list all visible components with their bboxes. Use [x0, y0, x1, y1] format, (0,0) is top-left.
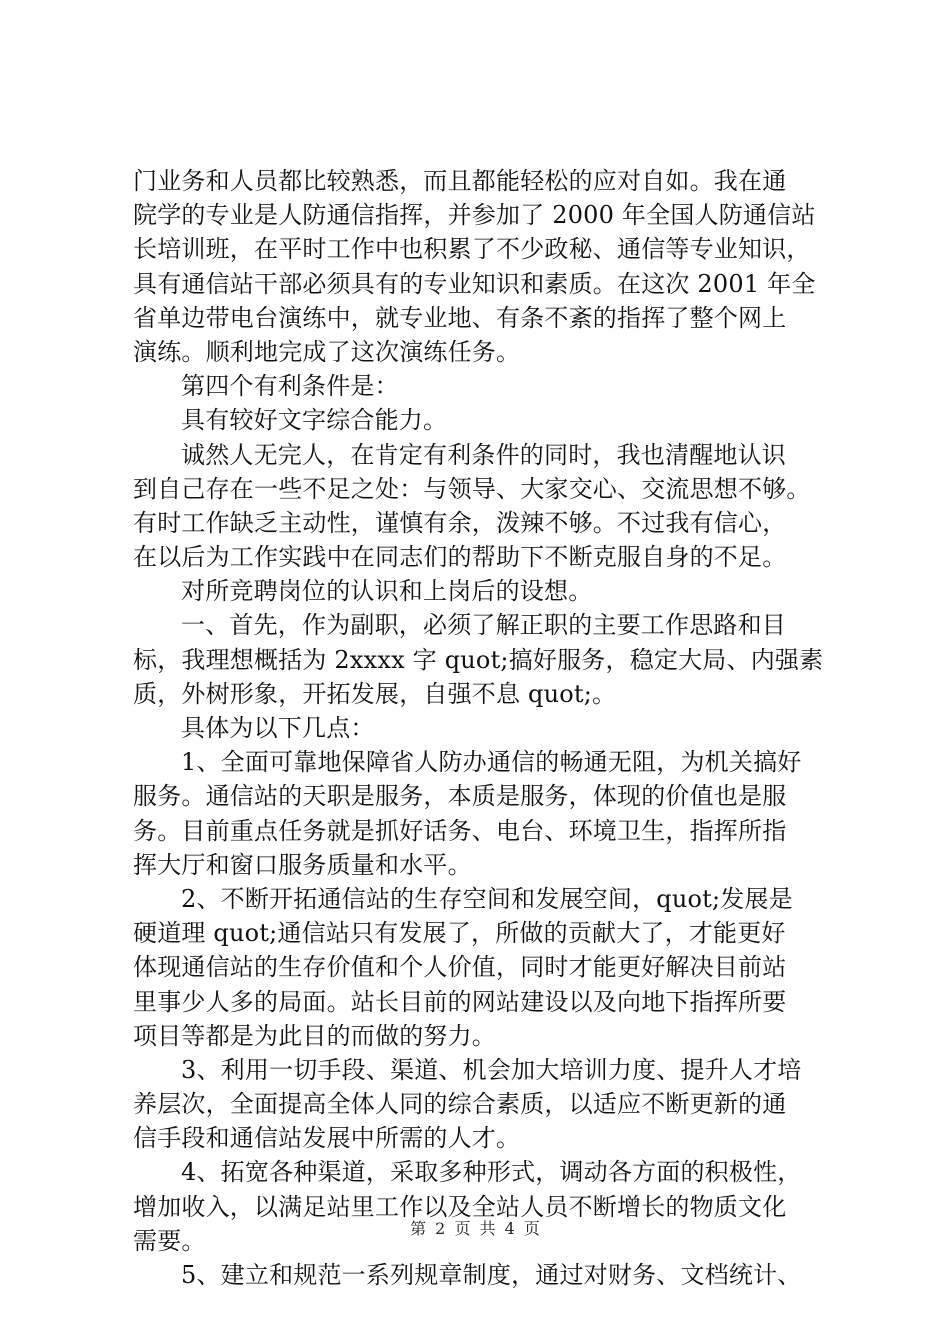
text-line: 项目等都是为此目的而做的努力。 [133, 1021, 496, 1050]
text-line: 演练。顺利地完成了这次演练任务。 [133, 337, 521, 366]
text-line: 2、不断开拓通信站的生存空间和发展空间，quot;发展是 [181, 884, 793, 913]
document-body [133, 164, 833, 1292]
text-line: 服务。通信站的天职是服务，本质是服务，体现的价值也是服 [133, 782, 787, 811]
text-line: 有时工作缺乏主动性，谨慎有余，泼辣不够。不过我有信心， [133, 508, 787, 537]
text-line: 具体为以下几点： [181, 714, 375, 742]
text-line: 4、拓宽各种渠道，采取多种形式，调动各方面的积极性， [181, 1158, 802, 1187]
text-line: 具有通信站干部必须具有的专业知识和素质。在这次 2001 年全 [133, 269, 816, 298]
text-line: 增加收入，以满足站里工作以及全站人员不断增长的物质文化 [133, 1192, 787, 1221]
text-line: 对所竞聘岗位的认识和上岗后的设想。 [181, 577, 593, 606]
text-line: 诚然人无完人，在肯定有利条件的同时，我也清醒地认识 [181, 440, 786, 469]
text-line: 省单边带电台演练中，就专业地、有条不紊的指挥了整个网上 [133, 303, 787, 332]
text-line: 院学的专业是人防通信指挥，并参加了 2000 年全国人防通信站 [133, 201, 816, 230]
text-line: 需要。 [133, 1226, 206, 1255]
text-line: 养层次，全面提高全体人同的综合素质，以适应不断更新的通 [133, 1090, 787, 1119]
text-line: 体现通信站的生存价值和个人价值，同时才能更好解决目前站 [133, 953, 787, 982]
text-line: 3、利用一切手段、渠道、机会加大培训力度、提升人才培 [181, 1055, 802, 1084]
text-line: 标，我理想概括为 2xxxx 字 quot;搞好服务，稳定大局、内强素 [133, 645, 824, 674]
text-line: 到自己存在一些不足之处：与领导、大家交心、交流思想不够。 [133, 474, 811, 503]
text-line: 1、全面可靠地保障省人防办通信的畅通无阻，为机关搞好 [181, 748, 802, 777]
text-line: 里事少人多的局面。站长目前的网站建设以及向地下指挥所要 [133, 987, 787, 1016]
text-line: 具有较好文字综合能力。 [181, 406, 448, 435]
text-line: 长培训班，在平时工作中也积累了不少政秘、通信等专业知识， [133, 235, 811, 264]
text-line: 第四个有利条件是： [181, 372, 399, 401]
text-line: 质，外树形象，开拓发展，自强不息 quot;。 [133, 679, 617, 708]
text-line: 一、首先，作为副职，必须了解正职的主要工作思路和目 [181, 611, 786, 640]
text-line: 信手段和通信站发展中所需的人才。 [133, 1124, 521, 1153]
page-footer: 第 2 页 共 4 页 [410, 1219, 540, 1238]
text-line: 在以后为工作实践中在同志们的帮助下不断克服自身的不足。 [133, 543, 787, 572]
text-line: 5、建立和规范一系列规章制度，通过对财务、文档统计、 [181, 1261, 802, 1289]
text-line: 务。目前重点任务就是抓好话务、电台、环境卫生，指挥所指 [133, 816, 787, 845]
text-line: 门业务和人员都比较熟悉，而且都能轻松的应对自如。我在通 [133, 167, 787, 195]
text-line: 硬道理 quot;通信站只有发展了，所做的贡献大了，才能更好 [133, 919, 786, 948]
text-line: 挥大厅和窗口服务质量和水平。 [133, 850, 472, 879]
